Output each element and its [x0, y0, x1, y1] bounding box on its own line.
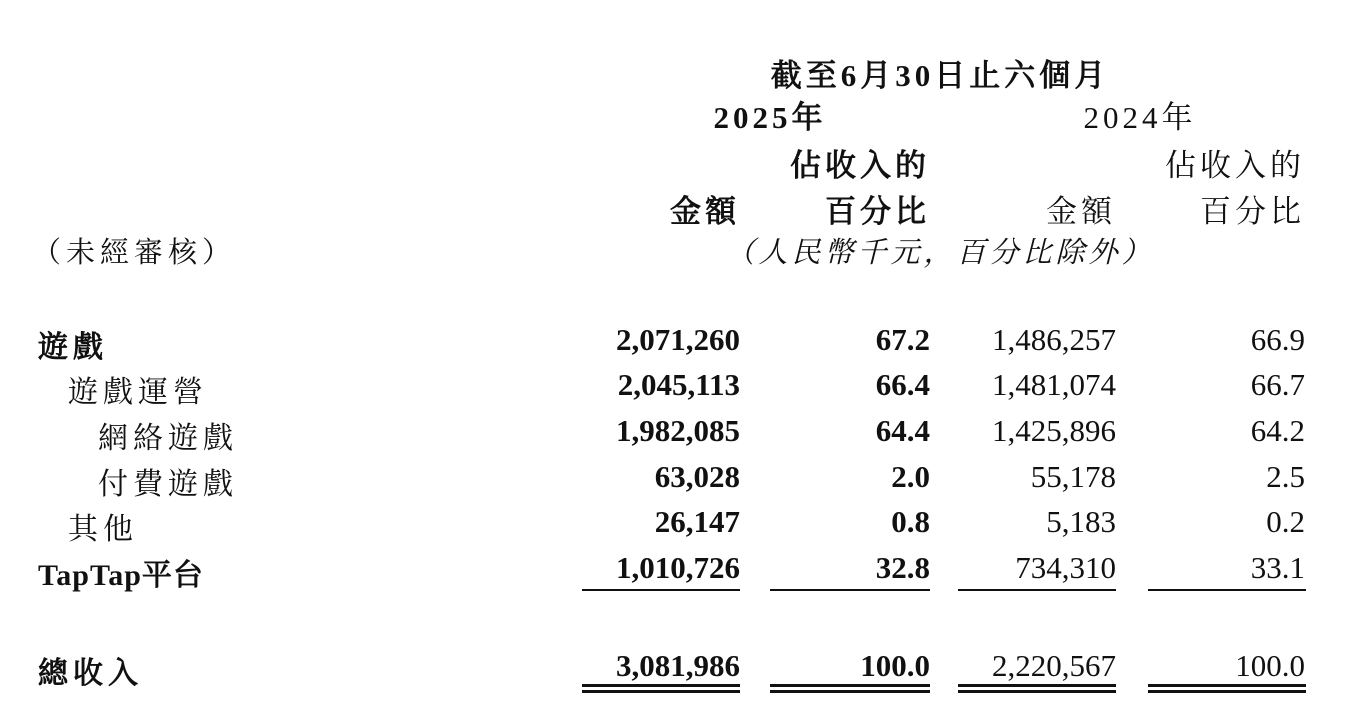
row-label-paid-games: 付費遊戲: [98, 468, 238, 501]
cell-games-pct-2024: 66.9: [1250, 322, 1305, 357]
subtotal-rule-amount-2024: [958, 589, 1116, 591]
cell-taptap-pct-2024: 33.1: [1250, 550, 1305, 585]
cell-games-amount-2025: 2,071,260: [616, 322, 740, 357]
row-label-games: 遊戲: [38, 331, 108, 364]
unaudited-note: （未經審核）: [32, 237, 237, 269]
total-double-rule-bottom-amount-2024: [958, 690, 1116, 693]
subtotal-rule-pct-2025: [770, 589, 930, 591]
total-double-rule-top-pct-2024: [1148, 684, 1306, 687]
cell-operation-amount-2024: 1,481,074: [992, 367, 1116, 402]
row-label-online-games: 網絡遊戲: [98, 422, 238, 455]
cell-operation-amount-2025: 2,045,113: [617, 367, 740, 402]
unit-note: （人民幣千元，百分比除外）: [725, 237, 1155, 269]
cell-others-amount-2024: 5,183: [1046, 504, 1116, 539]
cell-total-amount-2024: 2,220,567: [992, 648, 1116, 683]
cell-total-amount-2025: 3,081,986: [616, 648, 740, 683]
amount-heading-2024: 金額: [1046, 194, 1116, 229]
total-double-rule-top-amount-2024: [958, 684, 1116, 687]
cell-others-pct-2024: 0.2: [1266, 504, 1305, 539]
cell-taptap-amount-2024: 734,310: [1015, 550, 1116, 585]
pct-heading-2025-line2: 百分比: [825, 194, 930, 229]
cell-games-amount-2024: 1,486,257: [992, 322, 1116, 357]
total-double-rule-top-pct-2025: [770, 684, 930, 687]
cell-online-amount-2024: 1,425,896: [992, 413, 1116, 448]
cell-paid-amount-2025: 63,028: [654, 459, 740, 494]
cell-others-amount-2025: 26,147: [654, 504, 740, 539]
cell-online-amount-2025: 1,982,085: [616, 413, 740, 448]
total-double-rule-bottom-pct-2025: [770, 690, 930, 693]
year-2025-heading: 2025年: [713, 100, 827, 135]
pct-heading-2025-line1: 佔收入的: [790, 148, 930, 183]
row-label-taptap-platform: TapTap平台: [38, 559, 204, 592]
cell-paid-pct-2024: 2.5: [1266, 459, 1305, 494]
period-heading: 截至6月30日止六個月: [770, 58, 1110, 93]
cell-paid-pct-2025: 2.0: [891, 459, 930, 494]
cell-total-pct-2024: 100.0: [1235, 648, 1305, 683]
total-double-rule-bottom-amount-2025: [582, 690, 740, 693]
row-label-others: 其他: [68, 513, 138, 546]
total-double-rule-bottom-pct-2024: [1148, 690, 1306, 693]
amount-heading-2025: 金額: [670, 194, 740, 229]
cell-taptap-pct-2025: 32.8: [875, 550, 930, 585]
total-double-rule-top-amount-2025: [582, 684, 740, 687]
pct-heading-2024-line2: 百分比: [1200, 194, 1305, 229]
cell-taptap-amount-2025: 1,010,726: [616, 550, 740, 585]
pct-heading-2024-line1: 佔收入的: [1165, 148, 1305, 183]
cell-operation-pct-2025: 66.4: [875, 367, 930, 402]
cell-others-pct-2025: 0.8: [891, 504, 930, 539]
cell-paid-amount-2024: 55,178: [1030, 459, 1116, 494]
year-2024-heading: 2024年: [1083, 100, 1197, 135]
cell-online-pct-2024: 64.2: [1250, 413, 1305, 448]
subtotal-rule-amount-2025: [582, 589, 740, 591]
row-label-total-revenue: 總收入: [38, 657, 143, 690]
cell-operation-pct-2024: 66.7: [1250, 367, 1305, 402]
cell-games-pct-2025: 67.2: [875, 322, 930, 357]
subtotal-rule-pct-2024: [1148, 589, 1306, 591]
cell-online-pct-2025: 64.4: [875, 413, 930, 448]
cell-total-pct-2025: 100.0: [860, 648, 930, 683]
row-label-game-operation: 遊戲運營: [68, 376, 208, 409]
